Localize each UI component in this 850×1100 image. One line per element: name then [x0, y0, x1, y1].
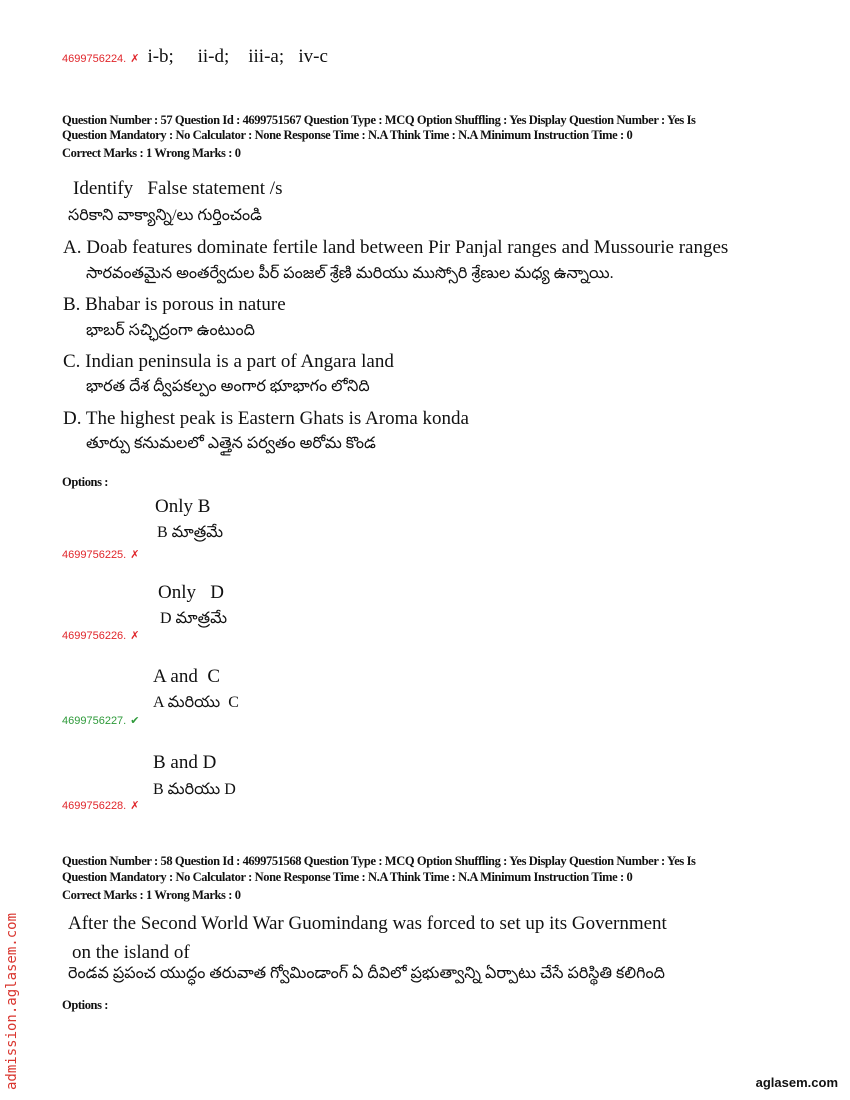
statement-a-te: సారవంతమైన అంతర్వేదుల పీర్ పంజల్ శ్రేణి మరియు ముస్సోరి శ్రేణుల మధ్య ఉన్నాయి.	[86, 265, 614, 282]
q58-options-label: Options :	[62, 998, 109, 1012]
q57-meta-line2: Question Mandatory : No Calculator : None Response Time : N.A Think Time : N.A Minimum Instruction Time : 0	[62, 128, 633, 142]
statement-c-te: భారత దేశ ద్వీపకల్పం అంగార భూభాగం లోనిది	[86, 378, 370, 395]
correct-check-icon: ✔	[130, 715, 140, 727]
wrong-icon: ✗	[130, 800, 140, 812]
option-id: 4699756225.	[62, 549, 127, 561]
statement-b-te: భాబర్ సచ్ఛిద్రంగా ఉంటుంది	[86, 322, 255, 339]
option-en: Only D	[158, 582, 224, 603]
option-te: D మాత్రమే	[160, 610, 227, 627]
statement-d-te: తూర్పు కనుమలలో ఎత్తైన పర్వతం అరోమ కొండ	[86, 435, 376, 452]
option-te: B మరియు D	[153, 781, 236, 798]
q58-marks: Correct Marks : 1 Wrong Marks : 0	[62, 888, 241, 902]
q58-meta-line1: Question Number : 58 Question Id : 4699751568 Question Type : MCQ Option Shuffling : Yes Display Question Number : Yes Is	[62, 854, 696, 868]
option-te: A మరియు C	[153, 694, 239, 711]
option-id: 4699756224.	[62, 53, 127, 65]
option-row-prev	[62, 46, 328, 68]
wrong-icon: ✗	[130, 549, 140, 561]
q58-stem-en-line1: After the Second World War Guomindang was forced to set up its Government	[68, 913, 667, 934]
footer-brand: aglasem.com	[755, 1075, 838, 1090]
q57-stem-te: సరికాని వాక్యాన్ని/లు గుర్తించండి	[68, 207, 262, 224]
q57-options-label: Options :	[62, 475, 109, 489]
watermark: admission.aglasem.com	[4, 912, 20, 1090]
statement-d-en: D. The highest peak is Eastern Ghats is Aroma konda	[63, 408, 469, 429]
q58-stem-te: రెండవ ప్రపంచ యుద్ధం తరువాత గ్వోమిండాంగ్ ఏ దీవిలో ప్రభుత్వాన్ని ఏర్పాటు చేసే పరిస్థితి కలిగింది	[68, 965, 665, 982]
statement-c-en: C. Indian peninsula is a part of Angara land	[63, 351, 394, 372]
option-en: B and D	[153, 752, 217, 773]
q57-stem-en: Identify False statement /s	[73, 178, 283, 199]
option-id: 4699756228.	[62, 800, 127, 812]
option-id: 4699756226.	[62, 630, 127, 642]
q57-marks: Correct Marks : 1 Wrong Marks : 0	[62, 146, 241, 160]
q58-stem-en-line2: on the island of	[72, 942, 190, 963]
statement-a-en: A. Doab features dominate fertile land between Pir Panjal ranges and Mussourie ranges	[63, 237, 729, 258]
q57-meta-line1: Question Number : 57 Question Id : 4699751567 Question Type : MCQ Option Shuffling : Yes Display Question Number : Yes Is	[62, 113, 696, 127]
option-en: A and C	[153, 666, 221, 687]
option-te: B మాత్రమే	[157, 524, 224, 541]
q58-meta-line2: Question Mandatory : No Calculator : None Response Time : N.A Think Time : N.A Minimum Instruction Time : 0	[62, 870, 633, 884]
statement-b-en: B. Bhabar is porous in nature	[63, 294, 286, 315]
option-id: 4699756227.	[62, 715, 127, 727]
option-text: i-b; ii-d; iii-a; iv-c	[147, 46, 328, 67]
wrong-icon: ✗	[130, 53, 140, 65]
option-en: Only B	[155, 496, 211, 517]
wrong-icon: ✗	[130, 630, 140, 642]
